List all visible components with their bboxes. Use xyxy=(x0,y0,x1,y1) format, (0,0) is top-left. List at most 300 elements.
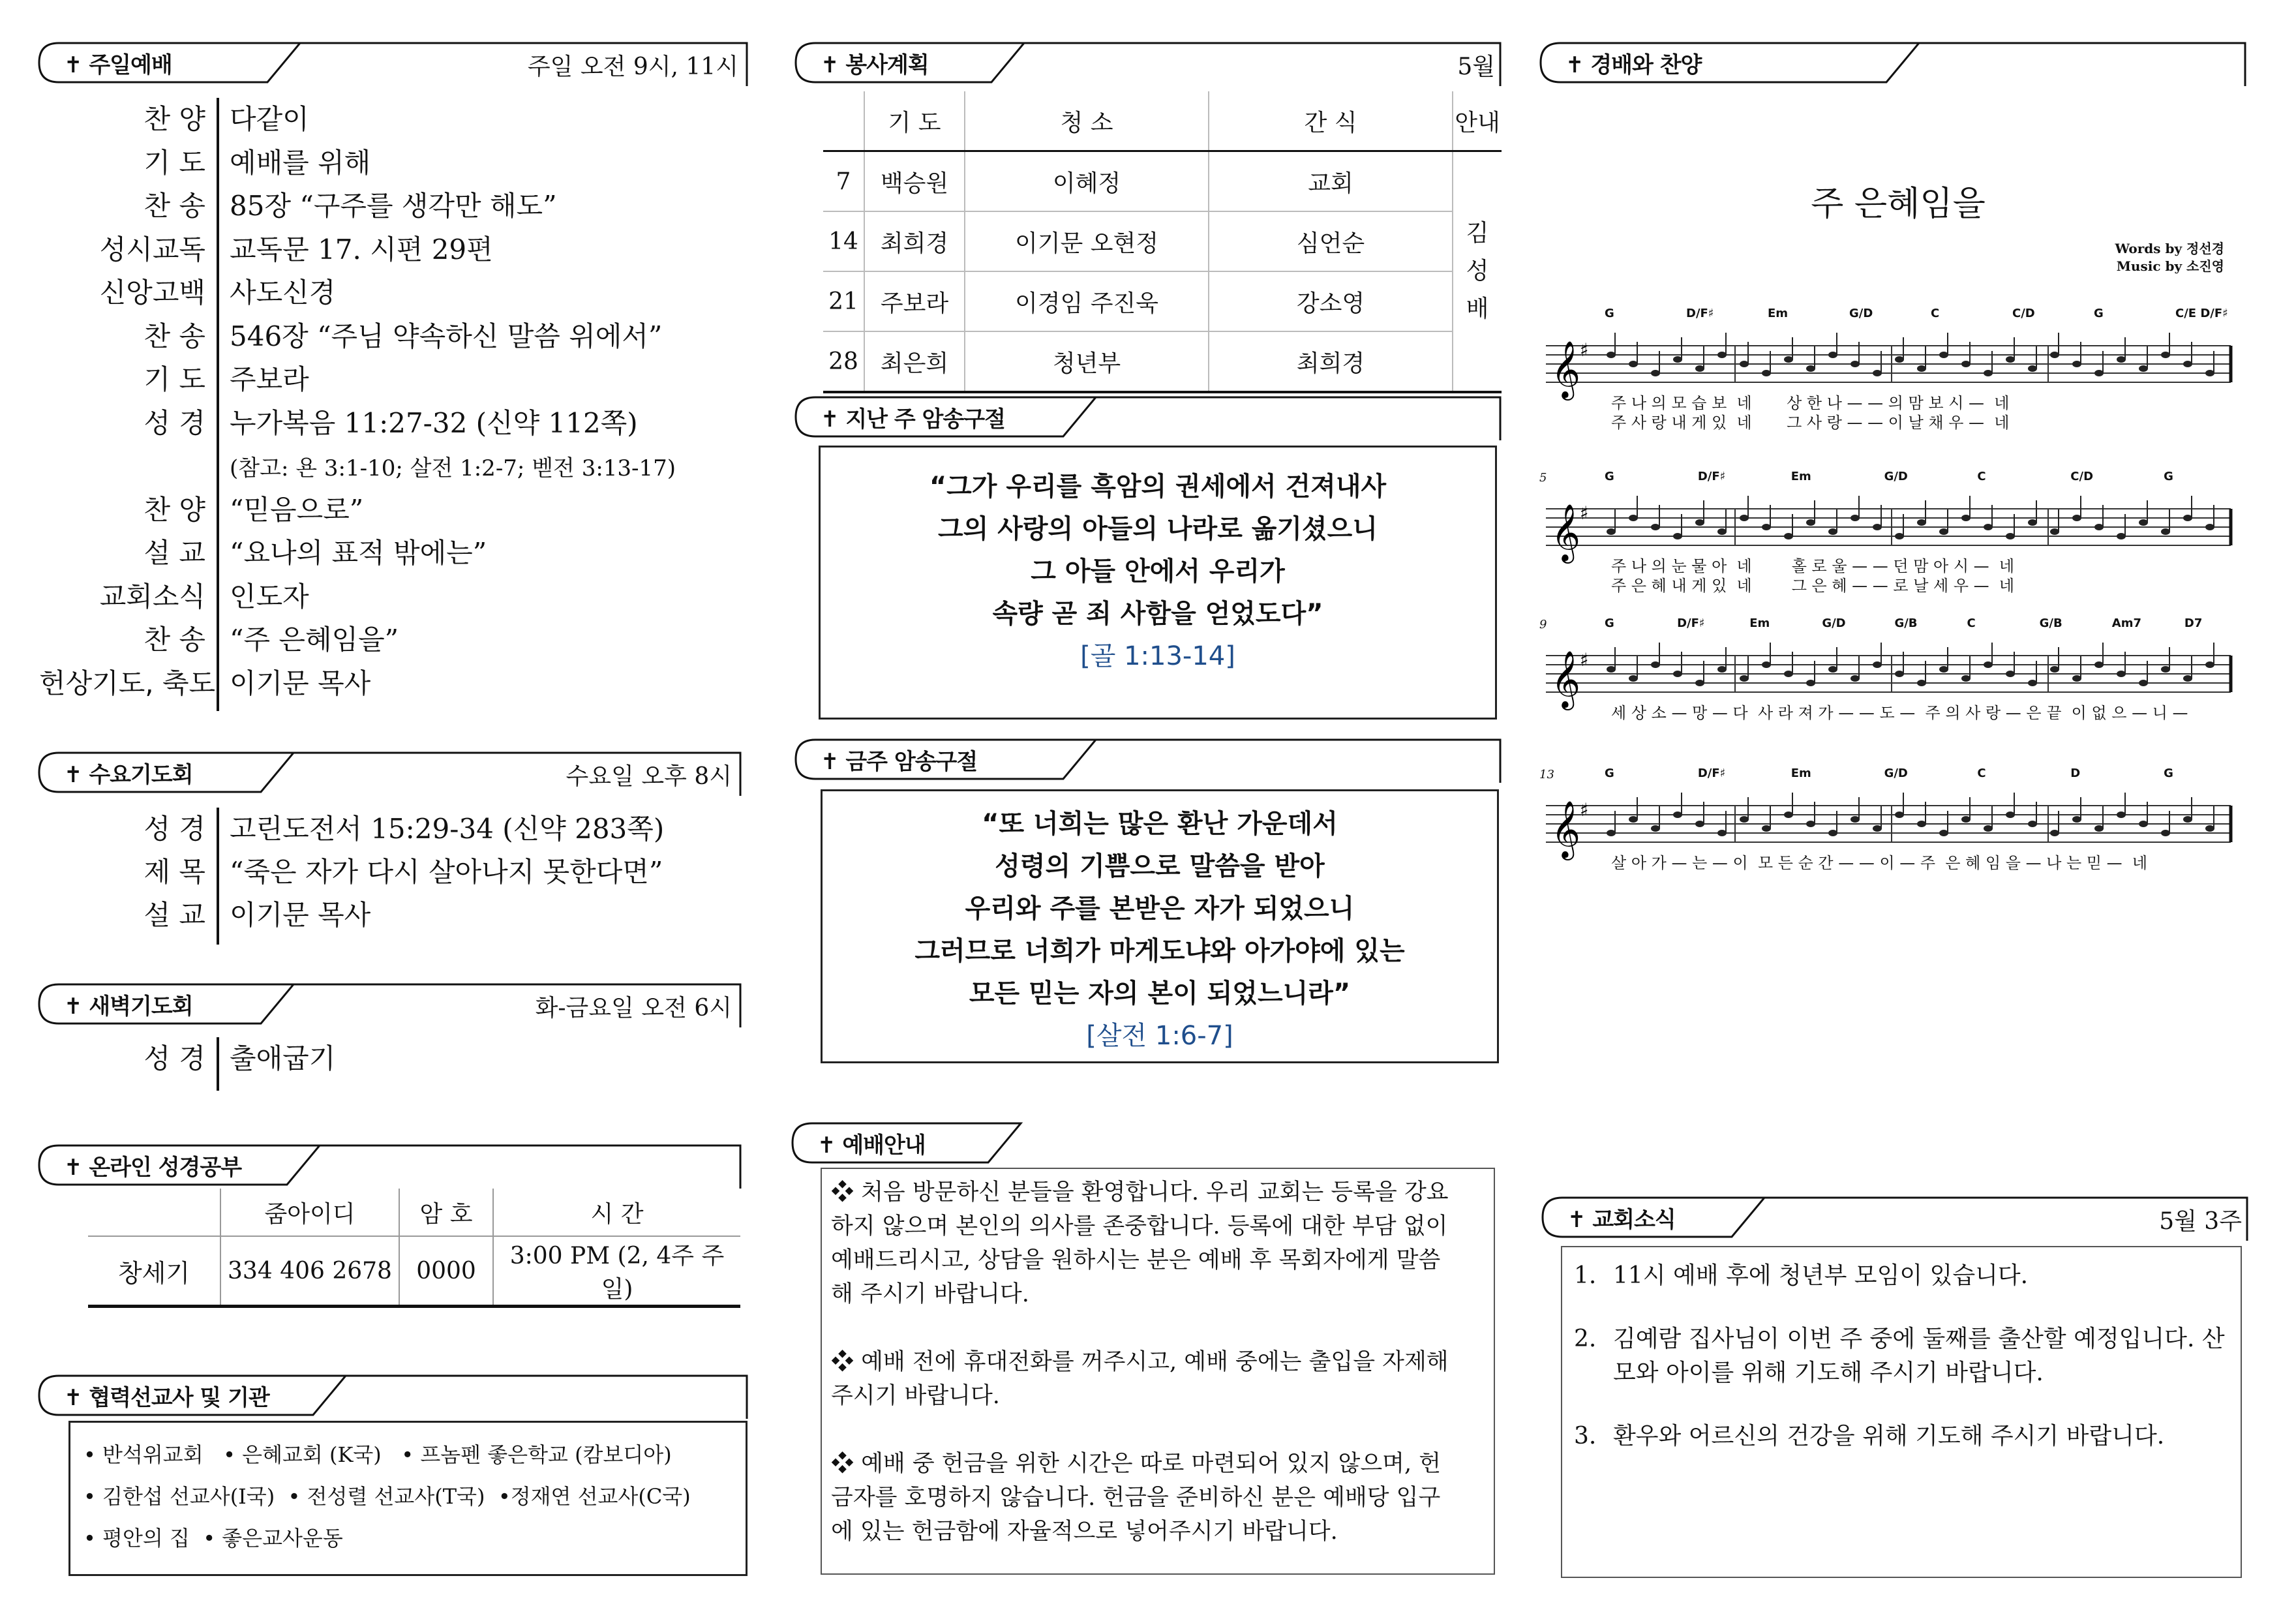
service-guide-char: 배 xyxy=(1466,296,1489,322)
online-zoom-id: 334 406 2678 xyxy=(220,1236,399,1307)
note-head xyxy=(1806,821,1815,827)
order-value: 누가복음 11:27-32 (신약 112쪽) xyxy=(230,406,638,439)
song-music-by: Music by 소진영 xyxy=(2116,258,2224,274)
measure-number: 5 xyxy=(1539,471,1547,485)
order-label: 성 경 xyxy=(144,406,205,439)
note-head xyxy=(1673,671,1682,677)
chord-symbol: C/D xyxy=(2012,307,2035,320)
note-head xyxy=(1629,515,1638,521)
news-text: 11시 예배 후에 청년부 모임이 있습니다. xyxy=(1613,1262,2029,1289)
note-head xyxy=(1673,811,1682,818)
service-header-snack: 간 식 xyxy=(1209,91,1453,151)
order-label: 찬 양 xyxy=(144,103,205,135)
chord-symbol: G/D xyxy=(1849,307,1873,320)
lyric-line: 주 사 랑 내 게 있 네 그 사 랑 — — 이 날 채 우 — 네 xyxy=(1611,414,2010,432)
note-head xyxy=(2050,352,2059,358)
note-head xyxy=(1607,352,1616,358)
note-head xyxy=(1673,356,1682,363)
note-head xyxy=(1939,352,1948,358)
note-head xyxy=(1740,816,1749,823)
order-row xyxy=(39,851,744,894)
chord-symbol: G xyxy=(1605,616,1614,630)
note-head xyxy=(1784,671,1793,677)
lyric-line: 주 은 혜 내 게 있 네 그 은 혜 — — 로 날 세 우 — 네 xyxy=(1611,577,2015,595)
service-header-prayer: 기 도 xyxy=(864,91,965,151)
key-sharp-icon: ♯ xyxy=(1580,799,1589,821)
note-head xyxy=(1850,816,1860,823)
order-value: 인도자 xyxy=(230,580,309,613)
order-value: 고린도전서 15:29-34 (신약 283쪽) xyxy=(230,813,665,845)
order-row xyxy=(39,662,744,706)
service-cleaning: 이혜정 xyxy=(965,151,1209,212)
note-head xyxy=(1895,356,1904,363)
news-date: 5월 3주 xyxy=(2159,1208,2242,1235)
order-value: “요나의 표적 밖에는” xyxy=(230,537,487,569)
chord-symbol: D/F♯ xyxy=(1697,470,1726,483)
dawn-order-list xyxy=(39,1037,744,1091)
chord-symbol: G/D xyxy=(1884,766,1908,780)
note-head xyxy=(1961,515,1971,521)
note-head xyxy=(1917,821,1926,827)
order-value: 교독문 17. 시편 29편 xyxy=(230,233,493,265)
missions-title: ✝ 협력선교사 및 기관 xyxy=(64,1385,269,1411)
note-head xyxy=(2072,361,2081,367)
note-head xyxy=(1717,830,1727,836)
note-head xyxy=(1961,816,1971,823)
note-head xyxy=(1984,825,1993,832)
note-head xyxy=(1629,361,1638,367)
chord-symbol: G xyxy=(2164,766,2173,780)
note-head xyxy=(1984,524,1993,530)
note-head xyxy=(1828,528,1837,535)
last-verse-title: ✝ 지난 주 암송구절 xyxy=(821,406,1005,432)
verse-line: 모든 믿는 자의 본이 되었느니라” xyxy=(969,978,1351,1009)
order-row xyxy=(39,142,744,185)
last-verse-section-header xyxy=(789,395,1507,444)
order-value: “믿음으로” xyxy=(230,493,364,526)
online-section-header xyxy=(33,1143,750,1192)
order-value: 출애굽기 xyxy=(230,1042,336,1074)
table-row xyxy=(823,211,1502,271)
service-header-week xyxy=(823,91,864,151)
chord-symbol: G xyxy=(1605,470,1614,483)
order-row xyxy=(39,358,744,402)
service-week: 14 xyxy=(823,211,864,271)
order-row xyxy=(39,894,744,937)
online-header-zoom: 줌아이디 xyxy=(220,1189,399,1236)
verse-line: 그 아들 안에서 우리가 xyxy=(1031,556,1285,586)
service-guide-char: 성 xyxy=(1466,258,1489,284)
note-head xyxy=(2028,519,2037,526)
dawn-section-header xyxy=(33,982,744,1031)
chord-symbol: G xyxy=(2094,307,2104,320)
note-head xyxy=(1762,661,1771,668)
guide-line: ❖ 예배 중 헌금을 위한 시간은 따로 마련되어 있지 않으며, 헌 xyxy=(831,1451,1442,1477)
note-head xyxy=(1873,524,1882,530)
order-row xyxy=(39,532,744,575)
order-value: 이기문 목사 xyxy=(230,667,371,699)
chord-symbol: G xyxy=(1605,766,1614,780)
online-password: 0000 xyxy=(399,1236,493,1307)
service-prayer: 최희경 xyxy=(864,211,965,271)
service-cleaning: 청년부 xyxy=(965,331,1209,392)
service-guide-cell xyxy=(1453,151,1502,393)
service-header-cleaning: 청 소 xyxy=(965,91,1209,151)
chord-symbol: Am7 xyxy=(2111,616,2141,630)
guide-line: 예배드리시고, 상담을 원하시는 분은 예배 후 목회자에게 말씀 xyxy=(831,1247,1441,1273)
note-head xyxy=(2161,352,2170,358)
key-sharp-icon: ♯ xyxy=(1580,339,1589,361)
note-head xyxy=(1607,666,1616,673)
note-head xyxy=(1917,680,1926,686)
chord-symbol: C/D xyxy=(2070,470,2094,483)
note-head xyxy=(1651,825,1660,832)
order-label: 찬 양 xyxy=(144,493,205,526)
order-row xyxy=(39,271,744,315)
treble-clef-icon: 𝄞 xyxy=(1551,800,1580,858)
this-verse-section-header xyxy=(789,737,1507,787)
note-head xyxy=(1850,515,1860,521)
note-head xyxy=(2183,675,2192,682)
note-head xyxy=(1651,524,1660,530)
note-head xyxy=(1895,811,1904,818)
note-head xyxy=(2161,528,2170,535)
note-head xyxy=(1717,352,1727,358)
order-row xyxy=(39,808,744,851)
verse-line: “그가 우리를 흑암의 권세에서 건져내사 xyxy=(929,472,1387,502)
note-head xyxy=(1850,675,1860,682)
guide-line: 금자를 호명하지 않습니다. 헌금을 준비하신 분은 예배당 입구 xyxy=(831,1485,1441,1511)
guide-line: 하지 않으며 본인의 의사를 존중합니다. 등록에 대한 부담 없이 xyxy=(831,1213,1448,1239)
note-head xyxy=(1806,680,1815,686)
note-head xyxy=(1917,365,1926,372)
order-value: 다같이 xyxy=(230,103,309,135)
note-head xyxy=(2072,816,2081,823)
lyric-line: 살 아 가 — 는 — 이 모 든 순 간 — — 이 — 주 은 혜 임 을 — 나 는 믿 — 네 xyxy=(1611,854,2148,872)
guide-title: ✝ 예배안내 xyxy=(817,1132,926,1159)
note-head xyxy=(2094,524,2104,530)
news-box xyxy=(1561,1246,2242,1578)
note-head xyxy=(1651,661,1660,668)
lyric-line: 세 상 소 — 망 — 다 사 라 져 가 — — 도 — 주 의 사 랑 — 은 끝 이 없 으 — 니 — xyxy=(1611,704,2188,722)
note-head xyxy=(1629,816,1638,823)
news-section-header xyxy=(1536,1195,2254,1245)
note-head xyxy=(2139,365,2148,372)
missions-section-header xyxy=(33,1373,750,1423)
note-head xyxy=(1740,675,1749,682)
order-row xyxy=(39,185,744,228)
note-head xyxy=(2006,356,2015,363)
chord-symbol: G/B xyxy=(1894,616,1918,630)
order-row xyxy=(39,445,744,489)
chord-symbol: G/D xyxy=(1822,616,1846,630)
note-head xyxy=(1607,528,1616,535)
note-head xyxy=(1961,675,1971,682)
note-head xyxy=(1806,365,1815,372)
note-head xyxy=(1984,661,1993,668)
order-label: 교회소식 xyxy=(99,580,205,613)
note-head xyxy=(2028,821,2037,827)
measure-number: 13 xyxy=(1539,768,1554,781)
note-head xyxy=(1873,661,1882,668)
order-row xyxy=(39,618,744,662)
guide-line: 주시기 바랍니다. xyxy=(831,1383,1000,1409)
chord-symbol: C xyxy=(1931,307,1940,320)
online-header-password: 암 호 xyxy=(399,1189,493,1236)
measure-number: 9 xyxy=(1539,618,1547,631)
order-value: “주 은혜임을” xyxy=(230,624,399,656)
chord-symbol: G xyxy=(1605,307,1614,320)
key-sharp-icon: ♯ xyxy=(1580,502,1589,524)
order-row xyxy=(39,575,744,619)
service-snack: 교회 xyxy=(1209,151,1453,212)
note-head xyxy=(1961,361,1971,367)
note-head xyxy=(1828,666,1837,673)
treble-clef-icon: 𝄞 xyxy=(1551,650,1580,708)
note-head xyxy=(2183,361,2192,367)
this-verse-box xyxy=(821,789,1499,1063)
order-label: 헌상기도, 축도 xyxy=(39,667,216,699)
note-head xyxy=(2028,365,2037,372)
guide-line: 해 주시기 바랍니다. xyxy=(831,1281,1029,1307)
note-head xyxy=(2205,661,2214,668)
service-header-guide: 안내 xyxy=(1453,91,1502,151)
service-snack: 강소영 xyxy=(1209,271,1453,331)
note-head xyxy=(1939,666,1948,673)
chord-symbol: G/B xyxy=(2039,616,2062,630)
song-words-by: Words by 정선경 xyxy=(2115,241,2224,256)
missions-line: • 평안의 집 • 좋은교사운동 xyxy=(83,1526,343,1551)
note-head xyxy=(1939,830,1948,836)
order-label: 찬 송 xyxy=(144,624,205,656)
note-head xyxy=(1873,370,1882,376)
missions-box xyxy=(68,1421,748,1576)
note-head xyxy=(1806,519,1815,526)
service-week: 28 xyxy=(828,348,858,375)
verse-line: 우리와 주를 본받은 자가 되었으니 xyxy=(965,894,1355,924)
chord-symbol: C/E D/F♯ xyxy=(2175,307,2228,320)
note-head xyxy=(1873,825,1882,832)
note-head xyxy=(1762,524,1771,530)
note-head xyxy=(2050,666,2059,673)
order-label: 기 도 xyxy=(144,146,205,179)
note-head xyxy=(1740,361,1749,367)
chord-symbol: D/F♯ xyxy=(1686,307,1714,320)
news-number: 2. xyxy=(1574,1326,1597,1352)
service-table xyxy=(823,91,1502,393)
chord-symbol: C xyxy=(1977,470,1986,483)
note-head xyxy=(2094,825,2104,832)
news-number: 3. xyxy=(1574,1423,1597,1449)
lyric-line: 주 나 의 모 습 보 네 상 한 나 — — 의 맘 보 시 — 네 xyxy=(1611,394,2010,412)
order-row xyxy=(39,489,744,532)
note-head xyxy=(1784,533,1793,539)
service-cleaning: 이경임 주진욱 xyxy=(965,271,1209,331)
table-row xyxy=(823,271,1502,331)
note-head xyxy=(2205,825,2214,832)
note-head xyxy=(2205,524,2214,530)
dawn-time: 화-금요일 오전 6시 xyxy=(535,995,732,1022)
order-row xyxy=(39,228,744,272)
chord-symbol: D/F♯ xyxy=(1697,766,1726,780)
order-value: 사도신경 xyxy=(230,277,336,309)
sunday-section-header xyxy=(33,40,750,90)
chord-symbol: C xyxy=(1967,616,1976,630)
chord-symbol: D7 xyxy=(2184,616,2203,630)
order-value: (참고: 욘 3:1-10; 살전 1:2-7; 벧전 3:13-17) xyxy=(230,455,676,481)
lyric-line: 주 나 의 눈 물 아 네 홀 로 울 — — 던 맘 아 시 — 네 xyxy=(1611,557,2015,575)
missions-line: • 김한섭 선교사(I국) • 전성렬 선교사(T국) •정재연 선교사(C국) xyxy=(83,1484,691,1509)
note-head xyxy=(2006,533,2015,539)
note-head xyxy=(2139,821,2148,827)
note-head xyxy=(1717,666,1727,673)
chord-symbol: C xyxy=(1977,766,1986,780)
news-title: ✝ 교회소식 xyxy=(1567,1207,1676,1233)
chord-symbol: Em xyxy=(1790,470,1811,483)
table-row xyxy=(823,331,1502,392)
order-label: 신앙고백 xyxy=(99,277,205,309)
verse-reference: [골 1:13-14] xyxy=(1080,641,1235,671)
note-head xyxy=(2117,811,2126,818)
note-head xyxy=(1895,533,1904,539)
chord-symbol: Em xyxy=(1790,766,1811,780)
order-label: 설 교 xyxy=(144,899,205,931)
verse-line: 성령의 기쁨으로 말씀을 받아 xyxy=(995,851,1325,881)
service-snack: 심언순 xyxy=(1209,211,1453,271)
note-head xyxy=(1850,361,1860,367)
note-head xyxy=(2072,675,2081,682)
order-value: 이기문 목사 xyxy=(230,899,371,931)
note-head xyxy=(1629,675,1638,682)
note-head xyxy=(2006,671,2015,677)
note-head xyxy=(1939,528,1948,535)
treble-clef-icon: 𝄞 xyxy=(1551,340,1580,398)
note-head xyxy=(1695,365,1704,372)
order-label: 찬 송 xyxy=(144,320,205,352)
order-label: 성시교독 xyxy=(99,233,205,265)
table-row xyxy=(88,1236,740,1307)
guide-line: ❖ 처음 방문하신 분들을 환영합니다. 우리 교회는 등록을 강요 xyxy=(831,1179,1449,1206)
order-row xyxy=(39,402,744,446)
praise-section-header xyxy=(1534,40,2252,90)
note-head xyxy=(1673,533,1682,539)
note-head xyxy=(2050,830,2059,836)
note-head xyxy=(1695,519,1704,526)
verse-line: 그러므로 너희가 마게도냐와 아가야에 있는 xyxy=(914,936,1405,966)
note-head xyxy=(1651,370,1660,376)
order-row xyxy=(39,315,744,359)
service-cleaning: 이기문 오현정 xyxy=(965,211,1209,271)
online-time: 3:00 PM (2, 4주 주일) xyxy=(493,1236,740,1307)
note-head xyxy=(2050,528,2059,535)
note-head xyxy=(1717,528,1727,535)
verse-line: “또 너희는 많은 환난 가운데서 xyxy=(982,809,1338,839)
online-header-time: 시 간 xyxy=(493,1189,740,1236)
note-head xyxy=(1695,680,1704,686)
order-value: “죽은 자가 다시 살아나지 못한다면” xyxy=(230,856,663,888)
chord-symbol: G/D xyxy=(1884,470,1908,483)
note-head xyxy=(2139,519,2148,526)
verse-reference: [살전 1:6-7] xyxy=(1086,1021,1233,1051)
verse-line: 속량 곧 죄 사함을 얻었도다” xyxy=(992,599,1323,629)
sheet-music xyxy=(1539,294,2237,881)
guide-line: ❖ 예배 전에 휴대전화를 꺼주시고, 예배 중에는 출입을 자제해 xyxy=(831,1349,1449,1375)
online-title: ✝ 온라인 성경공부 xyxy=(64,1155,242,1181)
order-value: 85장 “구주를 생각만 해도” xyxy=(230,190,557,222)
news-number: 1. xyxy=(1574,1262,1597,1289)
note-head xyxy=(2117,671,2126,677)
table-row xyxy=(823,151,1502,212)
note-head xyxy=(1784,356,1793,363)
service-snack: 최희경 xyxy=(1209,331,1453,392)
treble-clef-icon: 𝄞 xyxy=(1551,503,1580,561)
dawn-title: ✝ 새벽기도회 xyxy=(64,994,193,1020)
news-text: 환우와 어르신의 건강을 위해 기도해 주시기 바랍니다. xyxy=(1613,1423,2165,1449)
service-prayer: 주보라 xyxy=(864,271,965,331)
service-week: 21 xyxy=(823,271,864,331)
note-head xyxy=(2072,515,2081,521)
note-head xyxy=(1762,370,1771,376)
wednesday-time: 수요일 오후 8시 xyxy=(566,763,732,790)
online-header-course xyxy=(88,1189,220,1236)
note-head xyxy=(2161,666,2170,673)
order-label: 성 경 xyxy=(144,1042,205,1074)
service-prayer: 최은희 xyxy=(864,331,965,392)
guide-section-header xyxy=(786,1121,1177,1170)
song-title: 주 은혜임을 xyxy=(1811,185,1986,224)
note-head xyxy=(2117,356,2126,363)
note-head xyxy=(2006,811,2015,818)
note-head xyxy=(2094,370,2104,376)
service-month: 5월 xyxy=(1457,53,1495,80)
chord-symbol: D/F♯ xyxy=(1677,616,1705,630)
note-head xyxy=(1762,825,1771,832)
note-head xyxy=(2183,816,2192,823)
order-value: 예배를 위해 xyxy=(230,146,371,179)
note-head xyxy=(1784,811,1793,818)
chord-symbol: Em xyxy=(1749,616,1770,630)
chord-symbol: G xyxy=(2164,470,2173,483)
order-value: 주보라 xyxy=(230,363,309,395)
order-label: 성 경 xyxy=(144,813,205,845)
sunday-time: 주일 오전 9시, 11시 xyxy=(527,53,738,80)
note-head xyxy=(1895,671,1904,677)
note-head xyxy=(1828,352,1837,358)
note-head xyxy=(2161,830,2170,836)
online-course: 창세기 xyxy=(117,1258,190,1288)
order-row xyxy=(39,98,744,142)
note-head xyxy=(1607,830,1616,836)
note-head xyxy=(2139,680,2148,686)
order-value: 546장 “주님 약속하신 말씀 위에서” xyxy=(230,320,663,352)
service-title: ✝ 봉사계획 xyxy=(821,52,929,78)
order-row xyxy=(39,1037,744,1080)
news-text: 모와 아이를 위해 기도해 주시기 바랍니다. xyxy=(1613,1359,2044,1386)
this-verse-title: ✝ 금주 암송구절 xyxy=(821,749,978,775)
service-week: 7 xyxy=(823,151,864,212)
note-head xyxy=(2094,661,2104,668)
missions-line: • 반석위교회 • 은혜교회 (K국) • 프놈펜 좋은학교 (캄보디아) xyxy=(83,1442,672,1467)
chord-symbol: D xyxy=(2070,766,2081,780)
service-guide-char: 김 xyxy=(1466,220,1489,247)
sunday-order-list xyxy=(39,98,744,711)
news-text: 김예람 집사님이 이번 주 중에 둘째를 출산할 예정입니다. 산 xyxy=(1613,1326,2225,1352)
verse-line: 그의 사랑의 아들의 나라로 옮기셨으니 xyxy=(938,514,1378,544)
note-head xyxy=(2117,533,2126,539)
note-head xyxy=(2028,680,2037,686)
note-head xyxy=(1740,515,1749,521)
note-head xyxy=(2205,370,2214,376)
